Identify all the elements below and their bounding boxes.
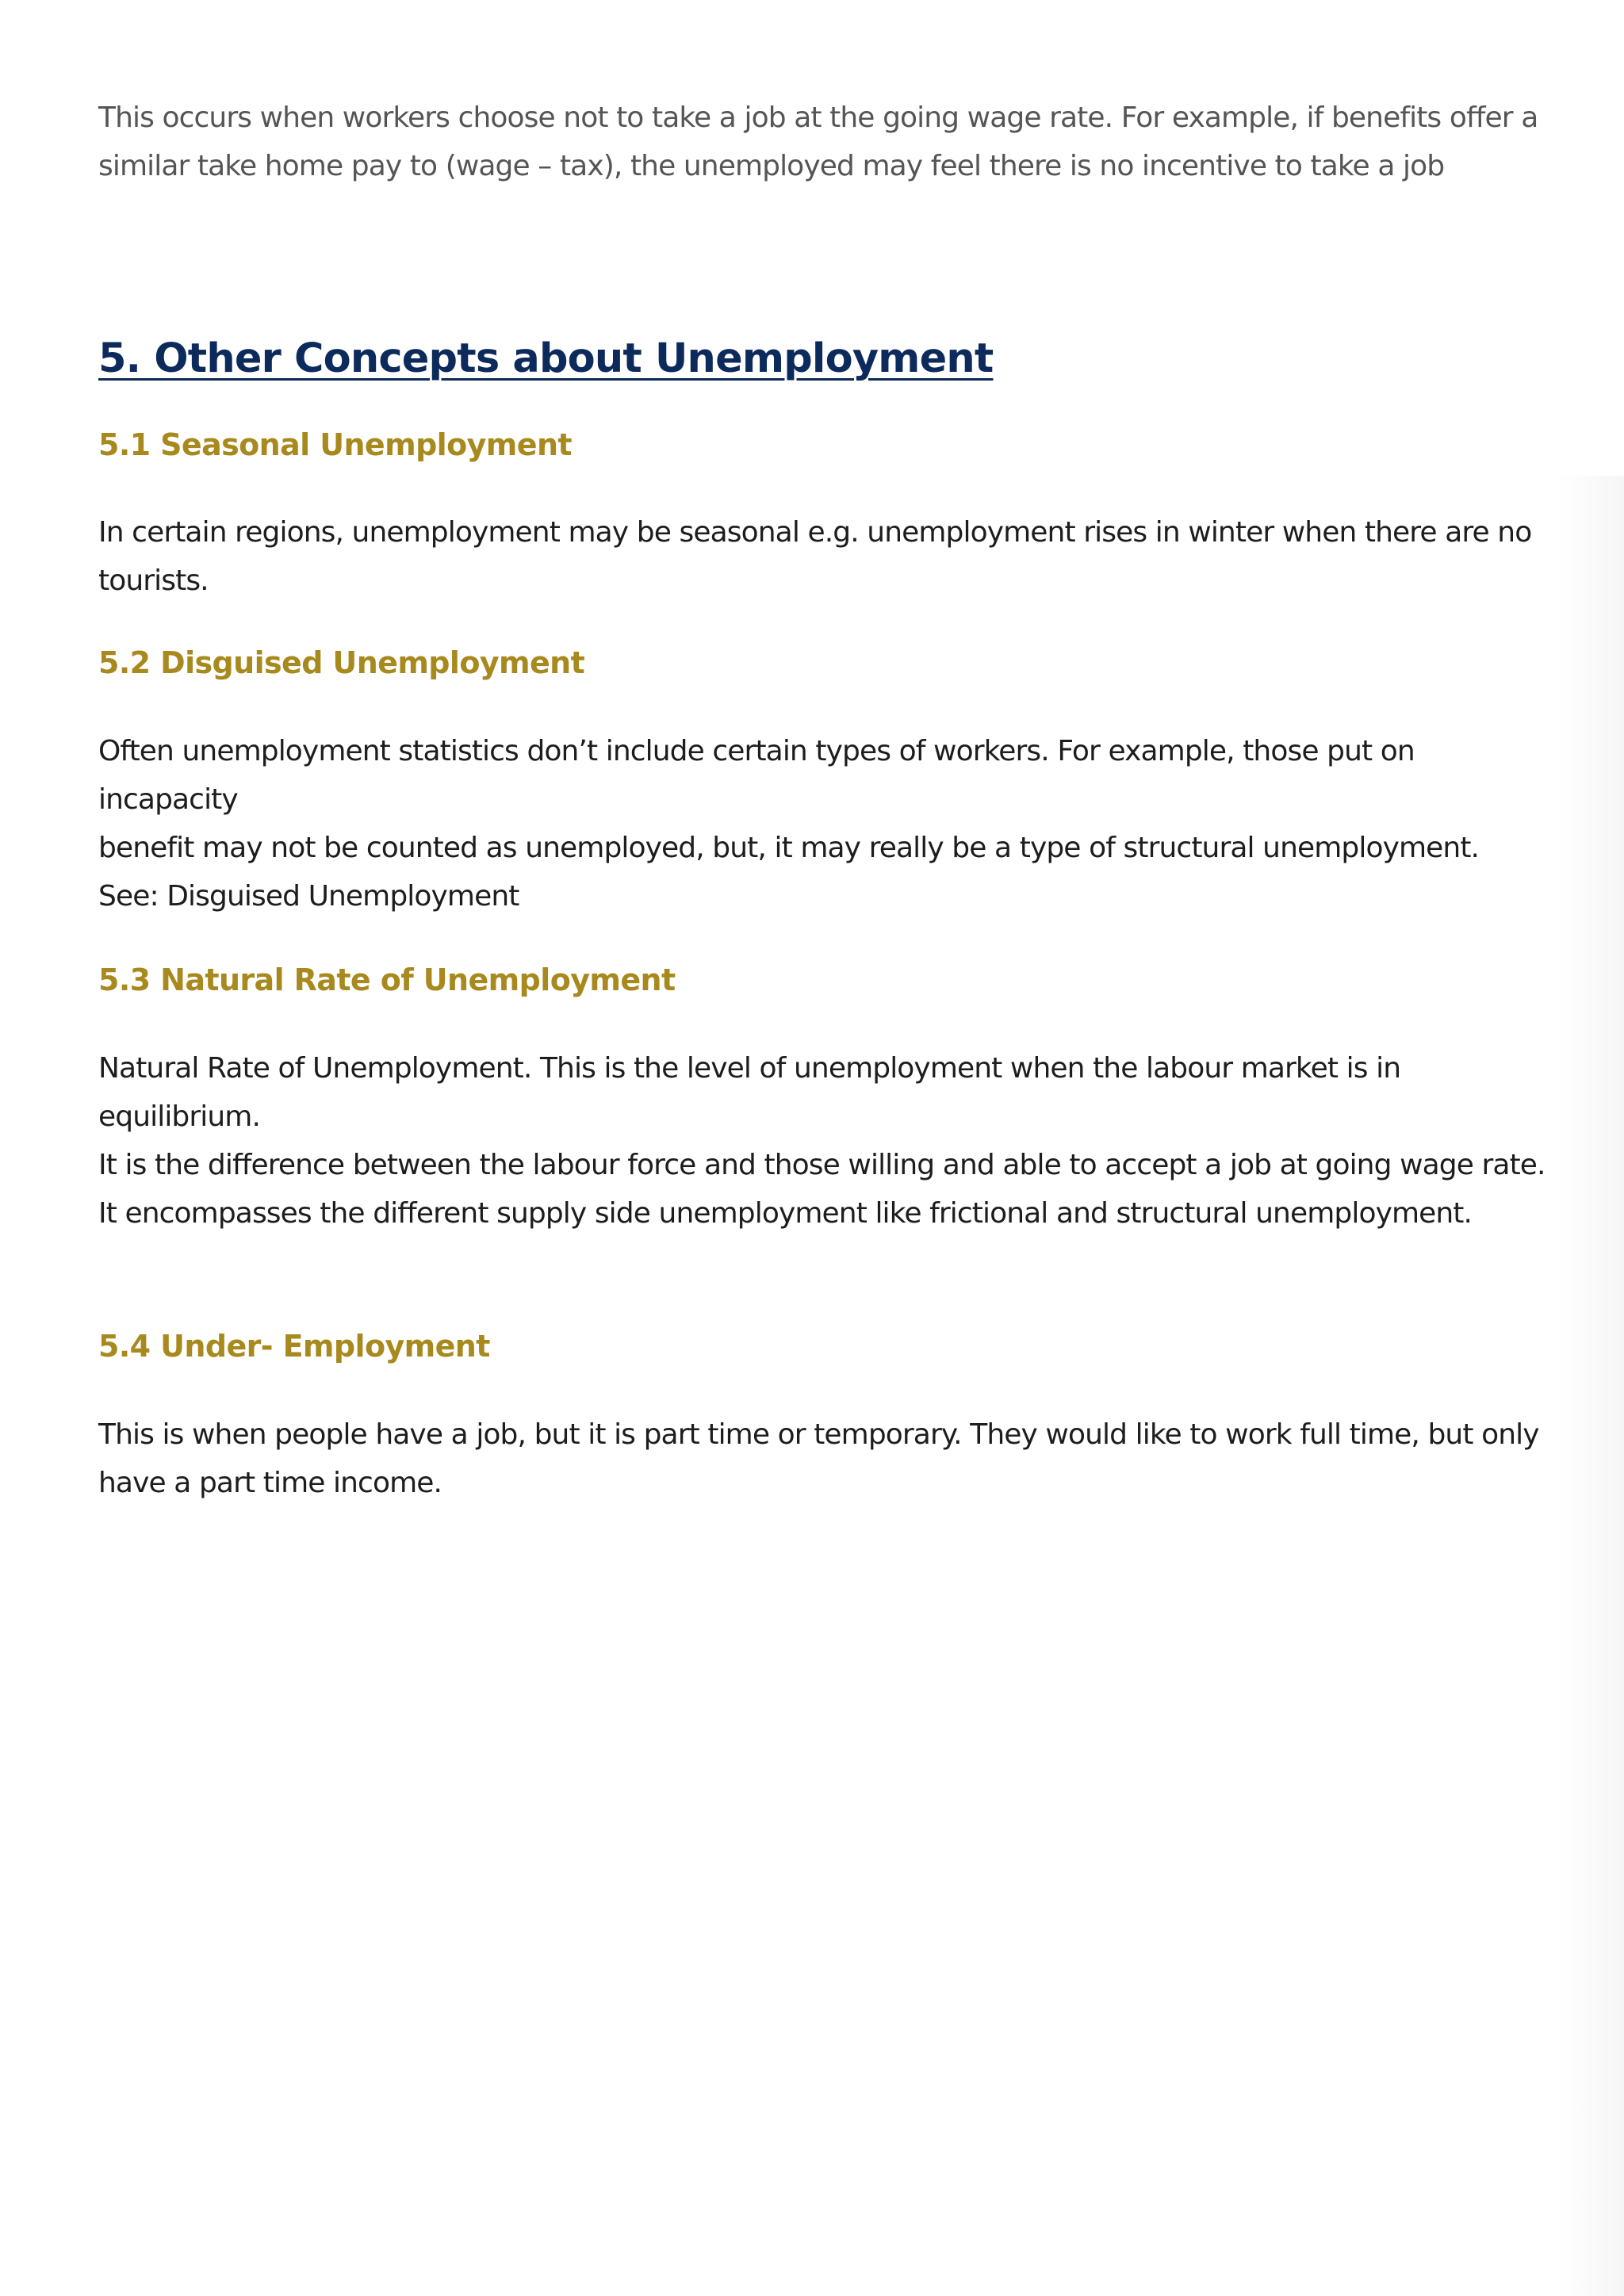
page-shadow — [1554, 476, 1624, 2296]
subsection-body-natural-rate: Natural Rate of Unemployment. This is the level of unemployment when the labour market is in equilibrium. It is the difference between the labour force and those willing and able to accept a job at going wage rate. It encompasses the different supply side unemployment like frictional and structural unemployment. — [98, 1052, 1545, 1230]
subsection-body-disguised: Often unemployment statistics don’t include certain types of workers. For example, those put on incapacity benefit may not be counted as unemployed, but, it may really be a type of structural unemployment. See: Disguised Unemployment — [98, 735, 1480, 913]
intro-paragraph: This occurs when workers choose not to take a job at the going wage rate. For example, if benefits offer a similar take home pay to (wage – tax), the unemployed may feel there is no incentive to take a job — [98, 101, 1538, 182]
subsection-body-seasonal: In certain regions, unemployment may be seasonal e.g. unemployment rises in winter when there are no tourists. — [98, 516, 1532, 597]
subsection-heading-under-employment: 5.4 Under- Employment — [98, 1329, 490, 1364]
section-title: 5. Other Concepts about Unemployment — [98, 335, 994, 382]
subsection-heading-disguised: 5.2 Disguised Unemployment — [98, 645, 585, 680]
subsection-body-under-employment: This is when people have a job, but it is part time or temporary. They would like to work full time, but only have a part time income. — [98, 1418, 1539, 1499]
subsection-heading-seasonal: 5.1 Seasonal Unemployment — [98, 427, 572, 462]
document-content — [98, 94, 1549, 1507]
subsection-heading-natural-rate: 5.3 Natural Rate of Unemployment — [98, 962, 676, 997]
